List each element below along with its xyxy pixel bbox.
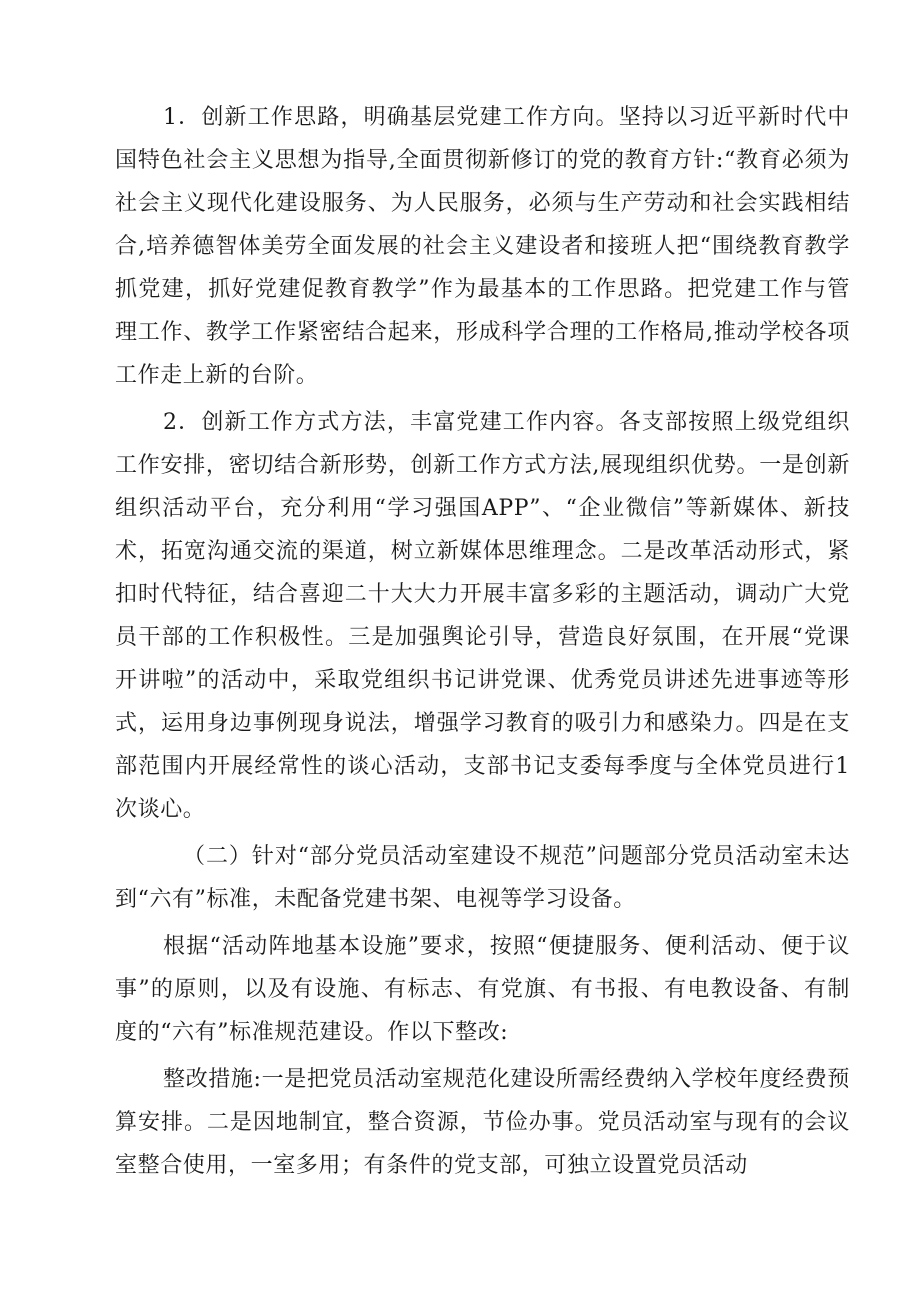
- document-page: [115, 96, 850, 1187]
- paragraph-six-standards: 根据“活动阵地基本设施”要求，按照“便捷服务、便利活动、便于议事”的原则，以及有设施、有标志、有党旗、有书报、有电教设备、有制度的“六有”标准规范建设。作以下整改:: [115, 934, 850, 1045]
- paragraph-section-two-heading: （二）针对“部分党员活动室建设不规范”问题部分党员活动室未达到“六有”标准，未配备党建书架、电视等学习设备。: [115, 844, 850, 912]
- paragraph-innovate-thinking: 1．创新工作思路，明确基层党建工作方向。坚持以习近平新时代中国特色社会主义思想为指导,全面贯彻新修订的党的教育方针:“教育必须为社会主义现代化建设服务、为人民服务，必须与生产劳动和社会实践相结合,培养德智体美劳全面发展的社会主义建设者和接班人把“围绕教育教学抓党建，抓好党建促教育教学”作为最基本的工作思路。把党建工作与管理工作、教学工作紧密结合起来，形成科学合理的工作格局,推动学校各项工作走上新的台阶。: [115, 105, 850, 388]
- paragraph-rectification-measures: 整改措施:一是把党员活动室规范化建设所需经费纳入学校年度经费预算安排。二是因地制宜，整合资源，节俭办事。党员活动室与现有的会议室整合使用，一室多用；有条件的党支部，可独立设置党员活动: [115, 1067, 850, 1178]
- paragraph-innovate-methods: 2．创新工作方式方法，丰富党建工作内容。各支部按照上级党组织工作安排，密切结合新形势，创新工作方式方法,展现组织优势。一是创新组织活动平台，充分利用“学习强国APP”、“企业微信”等新媒体、新技术，拓宽沟通交流的渠道，树立新媒体思维理念。二是改革活动形式，紧扣时代特征，结合喜迎二十大大力开展丰富多彩的主题活动，调动广大党员干部的工作积极性。三是加强舆论引导，营造良好氛围，在开展“党课开讲啦”的活动中，采取党组织书记讲党课、优秀党员讲述先进事迹等形式，运用身边事例现身说法，增强学习教育的吸引力和感染力。四是在支部范围内开展经常性的谈心活动，支部书记支委每季度与全体党员进行1次谈心。: [115, 410, 850, 822]
